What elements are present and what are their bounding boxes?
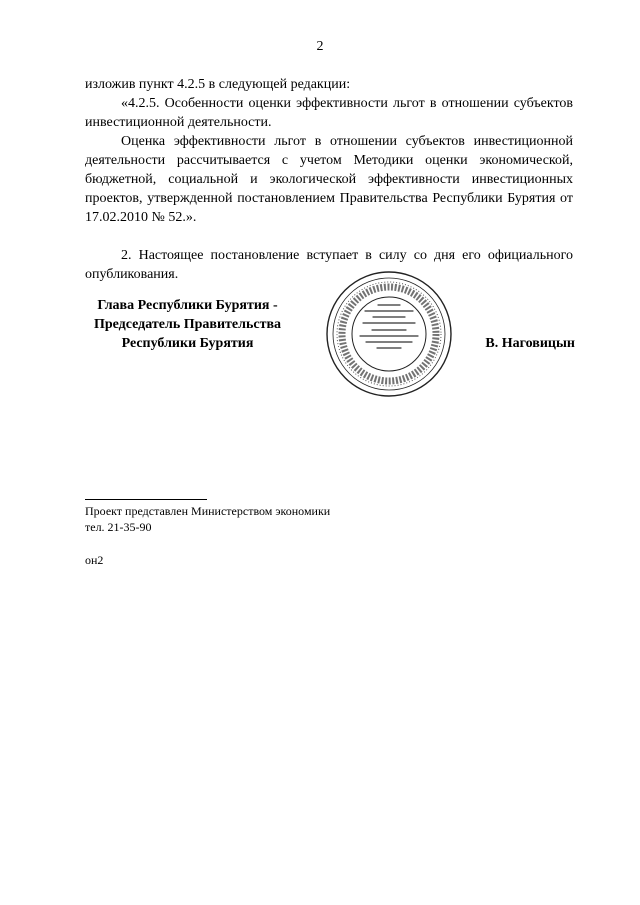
- footnote-line: тел. 21-35-90: [85, 520, 152, 534]
- page-number: 2: [316, 39, 324, 54]
- official-seal: [315, 270, 463, 398]
- paragraph-effective-date: 2. Настоящее постановление вступает в силу со дня его официального опубликования.: [85, 248, 573, 282]
- footnote-line: Проект представлен Министерством экономики: [85, 504, 331, 518]
- signatory-name: В. Наговицын: [485, 336, 575, 351]
- paragraph-clause-title: «4.2.5. Особенности оценки эффективности льгот в отношении субъектов инвестиционной деятельности.: [85, 96, 573, 130]
- footnote: [85, 503, 330, 535]
- signatory-title-line: Председатель Правительства: [93, 317, 282, 332]
- paragraph-clause-body: Оценка эффективности льгот в отношении субъектов инвестиционной деятельности рассчитывается с учетом Методики оценки экономической, бюджетной, социальной и экологической эффективности инвестиционных проектов, утвержденной постановлением Правительства Республики Бурятия от 17.02.2010 № 52.».: [85, 134, 573, 225]
- document-body: [85, 75, 573, 284]
- signatory-title-line: Республики Бурятия: [121, 336, 254, 351]
- signatory-title: [85, 296, 290, 353]
- footnote-divider: [85, 499, 207, 500]
- paragraph-intro: изложив пункт 4.2.5 в следующей редакции:: [85, 77, 351, 92]
- signatory-title-line: Глава Республики Бурятия -: [97, 298, 278, 313]
- document-code: он2: [85, 553, 104, 567]
